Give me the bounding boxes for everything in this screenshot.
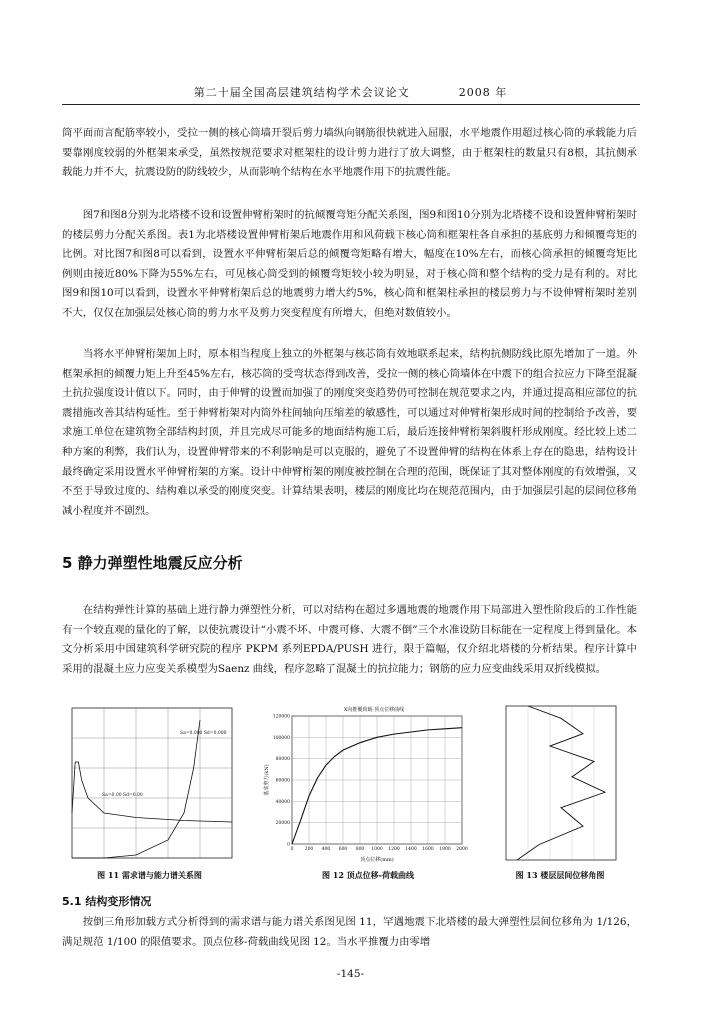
figure-12-x-tick: 1200 bbox=[388, 847, 400, 852]
figure-11-caption: 图 11 需求谱与能力谱关系图 bbox=[97, 870, 202, 880]
figure-11-chart bbox=[62, 704, 237, 864]
figure-12-title: X向推覆荷载-顶点位移曲线 bbox=[343, 707, 405, 713]
figure-12-x-tick: 200 bbox=[304, 847, 314, 852]
figure-12-chart bbox=[262, 704, 474, 864]
figure-12-y-tick: 20000 bbox=[275, 821, 290, 827]
figure-12-x-tick: 0 bbox=[290, 847, 294, 852]
paragraph-1: 筒平面而言配筋率较小，受拉一侧的核心筒墙开裂后剪力墙纵向钢筋很快就进入屈服，水平地震作用超过核心筒的承载能力后要靠刚度较弱的外框架来承受，虽然按规范要求对框架柱的设计剪力进行了放大调整，由于框架柱的数量只有8根，其抗侧承载能力并不大，抗震设防的防线较少，从而影响个结构在水平地震作用下的抗震性能。 bbox=[62, 127, 637, 179]
figure-12-x-tick: 1600 bbox=[422, 847, 434, 852]
paragraph-5: 按倒三角形加载方式分析得到的需求谱与能力谱关系图见图 11，罕遇地震下北塔楼的最大弹塑性层间位移角为 1/126，满足规范 1/100 的限值要求。顶点位移-荷载曲线见图 12。当水平推覆力由零增 bbox=[62, 916, 637, 948]
figure-12-x-tick: 600 bbox=[338, 847, 348, 852]
figure-12-y-tick: 40000 bbox=[275, 799, 290, 805]
page-number: -145- bbox=[336, 968, 365, 980]
running-header bbox=[0, 84, 701, 100]
figure-12 bbox=[262, 704, 474, 864]
figure-12-x-tick: 1400 bbox=[405, 847, 417, 852]
subsection-heading: 5.1 结构变形情况 bbox=[62, 895, 152, 908]
figure-12-x-tick: 800 bbox=[355, 847, 365, 852]
paragraph-2: 图7和图8分别为北塔楼不设和设置伸臂桁架时的抗倾覆弯矩分配关系图，图9和图10分别为北塔楼不设和设置伸臂桁架时的楼层剪力分配关系图。表1为北塔楼设置伸臂桁架后地震作用和风荷载下核心筒和框架柱各自承担的基底剪力和倾覆弯矩的比例。对比图7和图8可以看到，设置水平伸臂桁架后总的倾覆弯矩略有增大，幅度在10%左右，而核心筒承担的倾覆弯矩比例则由接近80%下降为55%左右，可见核心筒受到的倾覆弯矩较小较为明显，对于核心筒和整个结构的受力是有利的。对比图9和图10可以看到，设置水平伸臂桁架后总的地震剪力增大约5%，核心筒和框架柱承担的楼层剪力与不设伸臂桁架时差别不大，仅仅在加强层处核心筒的剪力水平及剪力突变程度有所增大，但绝对数值较小。 bbox=[62, 209, 637, 319]
header-rule bbox=[62, 104, 640, 105]
paragraph-3: 当将水平伸臂桁架加上时，原本相当程度上独立的外框架与核芯筒有效地联系起来，结构抗侧防线比原先增加了一道。外框架承担的倾覆力矩上升至45%左右，核芯筒的受弯状态得到改善，受拉一侧的核心筒墙体在中震下的组合拉应力下降至混凝土抗拉强度设计值以下。同时，由于伸臂的设置而加强了的刚度突变趋势仍可控制在规范要求之内，并通过提高相应部位的抗震措施改善其结构延性。至于伸臂桁架对内筒外柱间轴向压缩差的敏感性，可以通过对伸臂桁架形成时间的控制给予改善，要求施工单位在建筑物全部结构封顶，并且完成尽可能多的地面结构施工后，最后连接伸臂桁架斜腹杆形成刚度。经比较上述二种方案的利弊，我们认为，设置伸臂带来的不利影响是可以克服的，避免了不设置伸臂的结构在体系上存在的隐患，结构设计最终确定采用设置水平伸臂桁架的方案。设计中伸臂桁架的刚度被控制在合理的范围，既保证了其对整体刚度的有效增强，又不至于导致过度的、结构难以承受的刚度突变。计算结果表明，楼层的刚度比均在规范范围内，由于加强层引起的层间位移角减小程度并不剧烈。 bbox=[62, 348, 637, 517]
figure-12-xlabel: 顶点位移(mm) bbox=[360, 857, 394, 863]
paragraph-4: 在结构弹性计算的基础上进行静力弹塑性分析，可以对结构在超过多遇地震的地震作用下局部进入塑性阶段后的工作性能有一个较直观的量化的了解，以使抗震设计“小震不坏、中震可修、大震不倒”三个水准设防目标能在一定程度上得到量化。本文分析采用中国建筑科学研究院的程序 PKPM 系列EPDA/PUSH 进行，限于篇幅，仅介绍北塔楼的分析结果。程序计算中采用的混凝土应力应变关系模型为Saenz 曲线，程序忽略了混凝土的抗拉能力；钢筋的应力应变曲线采用双折线模拟。 bbox=[62, 604, 637, 675]
figure-12-x-tick: 1000 bbox=[371, 847, 383, 852]
figure-11 bbox=[62, 704, 237, 864]
figure-12-caption: 图 12 顶点位移-荷载曲线 bbox=[321, 870, 415, 880]
figure-12-x-tick: 1800 bbox=[439, 847, 451, 852]
figure-13-chart bbox=[500, 704, 620, 864]
figure-12-y-tick: 0 bbox=[287, 842, 290, 848]
section-heading: 5 静力弹塑性地震反应分析 bbox=[62, 554, 243, 572]
figure-12-x-tick: 2000 bbox=[456, 847, 468, 852]
figure-13-series-line-1 bbox=[517, 706, 605, 860]
figure-12-ylabel: 基底剪力(kN) bbox=[264, 764, 270, 796]
figure-13-grid bbox=[528, 706, 594, 860]
figure-11-series-line-1 bbox=[72, 762, 232, 822]
figure-12-x-tick: 400 bbox=[321, 847, 331, 852]
figure-12-y-tick: 100000 bbox=[272, 735, 290, 741]
figure-12-y-tick: 80000 bbox=[275, 757, 290, 763]
conference-year: 2008 年 bbox=[458, 86, 508, 99]
figure-11-label-top: Sa=0.000 Sd=0.000 bbox=[180, 731, 227, 736]
conference-title: 第二十届全国高层建筑结构学术会议论文 bbox=[193, 86, 410, 99]
figure-12-y-tick: 120000 bbox=[272, 714, 290, 720]
figure-12-y-tick: 60000 bbox=[275, 778, 290, 784]
figure-13-caption: 图 13 楼层层间位移角图 bbox=[515, 870, 605, 880]
figure-13 bbox=[500, 704, 620, 864]
figure-11-label-mid: Sa=0.00 Sd=0.00 bbox=[102, 793, 143, 798]
